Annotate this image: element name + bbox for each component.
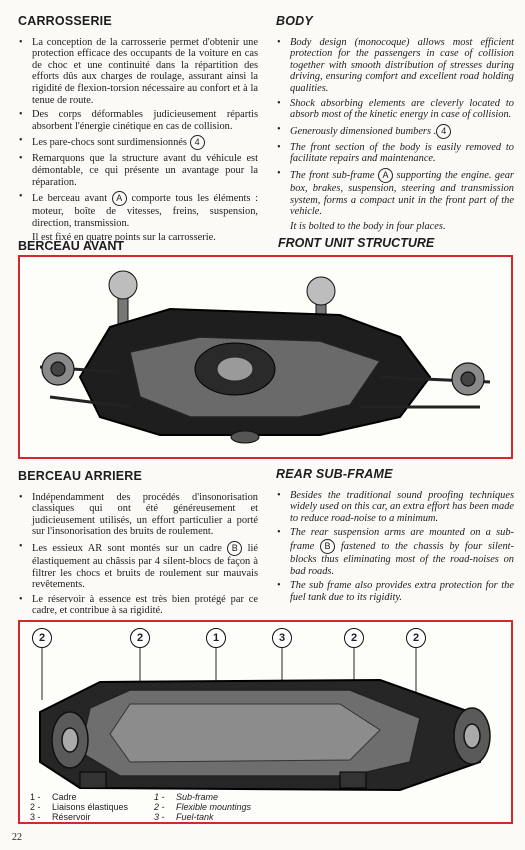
fr-item-2: • Des corps déformables judicieusement répartis absorbent l'énergie cinétique en cas de collision. <box>18 109 258 132</box>
callout-flexible-mounting: 2 <box>344 628 364 648</box>
fr-item-4: • Remarquons que la structure avant du véhicule est démontable, ce qui présente un avantage pour la réparation. <box>18 153 258 188</box>
marker-b: B <box>227 541 242 556</box>
rear-unit-illustration <box>18 620 513 824</box>
body-section <box>276 16 514 232</box>
en-rear-item-2: • The rear suspension arms are mounted on a sub-frame B fastened to the chassis by four silent-blocks thus eliminating most of the road-noises on bad roads. <box>276 527 514 577</box>
en-note: It is bolted to the body in four places. <box>290 220 446 232</box>
body-heading: BODY <box>276 14 313 28</box>
callout-flexible-mounting: 2 <box>32 628 52 648</box>
front-subframe-drawing <box>20 257 511 457</box>
en-item-1: • Body design (monocoque) allows most efficient protection for the passengers in case of collision together with smooth distribution of stresses during driving, ensuring comfort and excellent road holding qualities. <box>276 37 514 95</box>
fr-rear-item-3: • Le réservoir à essence est très bien protégé par ce cadre, et contribue à sa rigidité. <box>18 594 258 617</box>
callout-fuel-tank: 3 <box>272 628 292 648</box>
fr-item-1: • La conception de la carrosserie permet d'obtenir une protection efficace des occupants de la voiture en cas de choc et une continuité dans la répartition des efforts dûs aux charges de roulage, assurant ainsi la rigidité de flexion-torsion nécessaire au confort et à la tenue de route. <box>18 37 258 107</box>
berceau-arriere-section <box>18 471 258 620</box>
marker-a: A <box>112 191 127 206</box>
carrosserie-section <box>18 16 258 244</box>
fr-item-5: • Le berceau avant A comporte tous les éléments : moteur, boîte de vitesses, freins, suspension, direction, transmission. <box>18 191 258 229</box>
front-unit-title: FRONT UNIT STRUCTURE <box>278 236 435 250</box>
carrosserie-heading: CARROSSERIE <box>18 14 112 28</box>
marker-4: 4 <box>436 124 451 139</box>
front-unit-illustration <box>18 255 513 459</box>
fr-note: Il est fixé en quatre points sur la carrosserie. <box>32 232 216 244</box>
en-rear-item-3: • The sub frame also provides extra protection for the fuel tank due to its rigidity. <box>276 580 514 603</box>
marker-4: 4 <box>190 135 205 150</box>
berceau-arriere-heading: BERCEAU ARRIERE <box>18 469 143 483</box>
marker-a: A <box>378 168 393 183</box>
fr-rear-item-1: • Indépendamment des procédés d'insonorisation classiques qui ont été généreusement et judicieusement utilisés, un effort particulier a porté sur l'insonorisation des bruits de roulement. <box>18 492 258 538</box>
en-rear-item-1: • Besides the traditional sound proofing techniques widely used on this car, an extra effort has been made to reduce road-noise to a minimum. <box>276 490 514 525</box>
en-item-2: • Shock absorbing elements are cleverly located to absorb most of the kinetic energy in case of collision. <box>276 98 514 121</box>
fr-rear-item-2: • Les essieux AR sont montés sur un cadre B lié élastiquement au châssis par 4 silent-blocs de façon à filtrer les chocs et bruits de roulement sur mauvais revêtements. <box>18 541 258 591</box>
en-item-3: • Generously dimensioned bumbers . 4 <box>276 124 514 139</box>
rear-subframe-heading: REAR SUB-FRAME <box>276 467 393 481</box>
legend-fr: 1 - Cadre 2 - Liaisons élastiques 3 - Réservoir <box>30 792 129 822</box>
callout-flexible-mounting: 2 <box>406 628 426 648</box>
fr-item-3: • Les pare-chocs sont surdimensionnés 4 <box>18 135 258 150</box>
en-item-4: • The front section of the body is easily removed to facilitate repairs and maintenance. <box>276 142 514 165</box>
rear-subframe-section <box>276 469 514 606</box>
berceau-avant-title: BERCEAU AVANT <box>18 239 125 253</box>
callout-flexible-mounting: 2 <box>130 628 150 648</box>
page-number: 22 <box>12 832 22 843</box>
en-item-5: • The front sub-frame A supporting the engine. gear box, brakes, suspension, steering and transmission system, forms a compact unit in the front part of the vehicle. <box>276 168 514 218</box>
legend-en: 1 - Sub-frame 2 - Flexible mountings 3 - Fuel-tank <box>154 792 252 822</box>
marker-b: B <box>320 539 335 554</box>
callout-sub-frame: 1 <box>206 628 226 648</box>
